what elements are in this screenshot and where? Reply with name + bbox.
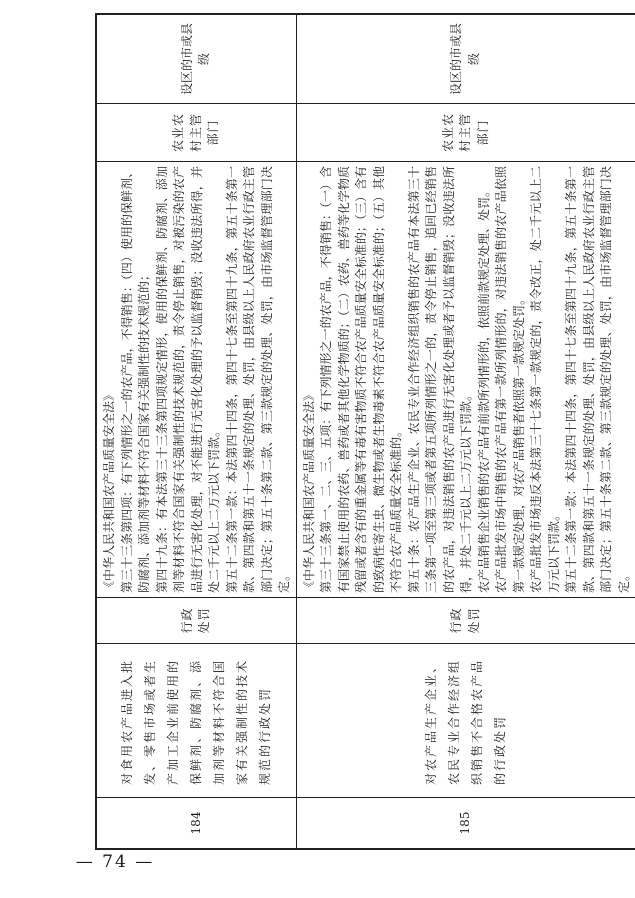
implementing-level: 设区的市或县级 bbox=[96, 14, 296, 104]
implementing-body: 农业农村主管部门 bbox=[296, 104, 635, 162]
basis-paragraph: 农产品批发市场中销售的农产品有第一款所列情形的，对违法销售的农产品依照第一款规定处理，对农产品销售者依照第一款规定处罚。 bbox=[494, 166, 526, 593]
implementing-level: 设区的市或县级 bbox=[296, 14, 635, 104]
implementing-body: 农业农村主管部门 bbox=[96, 104, 296, 162]
row-number: 185 bbox=[296, 798, 635, 850]
basis-paragraph: 第三十三条第四项：有下列情形之一的农产品，不得销售：（四）使用的保鲜剂、防腐剂、添加剂等材料不符合国家有关强制性的技术规范的； bbox=[119, 166, 151, 593]
legal-basis bbox=[296, 162, 635, 598]
page-number: — 74 — bbox=[75, 852, 155, 872]
table-row bbox=[296, 14, 635, 849]
legal-basis bbox=[96, 162, 296, 598]
rotated-table-wrapper bbox=[95, 23, 631, 850]
basis-paragraph: 农产品批发市场违反本法第三十七条第一款规定的，责令改正，处二千元以上二万元以下罚款。 bbox=[529, 166, 561, 593]
row-number: 184 bbox=[96, 798, 296, 850]
basis-paragraph: 第三十三条第一、二、三、五项：有下列情形之一的农产品，不得销售：（一）含有国家禁止使用的农药、兽药或者其他化学物质的；（二）农药、兽药等化学物质残留或者含有的重金属等有毒有害物质不符合农产品质量安全标准的；（三）含有的致病性寄生虫、微生物或者生物毒素不符合农产品质量安全标准的；（五）其他不符合农产品质量安全标准的。 bbox=[319, 166, 403, 593]
table-row bbox=[96, 14, 296, 849]
basis-paragraph: 农产品销售企业销售的农产品有前款所列情形的，依照前款规定处理、处罚。 bbox=[476, 184, 491, 593]
basis-paragraph: 第五十二条第一款：本法第四十四条，第四十七条至第四十九条，第五十条第一款、第四款和第五十一条规定的处理、处罚，由县级以上人民政府农业行政主管部门决定；第五十条第二款、第三款规定的处理、处罚，由市场监督管理部门决定。 bbox=[564, 166, 631, 593]
basis-paragraph: 第五十二条第一款：本法第四十四条，第四十七条至第四十九条，第五十条第一款、第四款和第五十一条规定的处理、处罚，由县级以上人民政府农业行政主管部门决定；第五十条第二款、第三款规定的处理、处罚，由市场监督管理部门决定。 bbox=[224, 166, 291, 593]
item-type: 行政处罚 bbox=[296, 598, 635, 644]
penalty-table bbox=[95, 13, 635, 850]
basis-paragraph: 《中华人民共和国农产品质量安全法》 bbox=[102, 388, 116, 593]
item-name: 对食用农产品进入批发、零售市场或者生产加工企业前使用的保鲜剂、防腐剂、添加剂等材料不符合国家有关强制性的技术规范的行政处罚 bbox=[96, 644, 296, 798]
basis-paragraph: 《中华人民共和国农产品质量安全法》 bbox=[301, 388, 316, 593]
basis-paragraph: 第四十九条：有本法第三十三条第四项规定情形，使用的保鲜剂、防腐剂、添加剂等材料不符合国家有关强制性的技术规范的，责令停止销售，对被污染的农产品进行无害化处理，对不能进行无害化处理的予以监督销毁；没收违法所得，并处二千元以上二万元以下罚款。 bbox=[154, 166, 221, 593]
basis-paragraph: 第五十条：农产品生产企业、农民专业合作经济组织销售的农产品有本法第三十三条第一项至第三项或者第五项所列情形之一的，责令停止销售，追回已经销售的农产品，对违法销售的农产品进行无害化处理或者予以监督销毁；没收违法所得，并处二千元以上二万元以下罚款。 bbox=[406, 166, 473, 593]
item-name: 对农产品生产企业、农民专业合作经济组织销售不合格农产品的行政处罚 bbox=[296, 644, 635, 798]
item-type: 行政处罚 bbox=[96, 598, 296, 644]
